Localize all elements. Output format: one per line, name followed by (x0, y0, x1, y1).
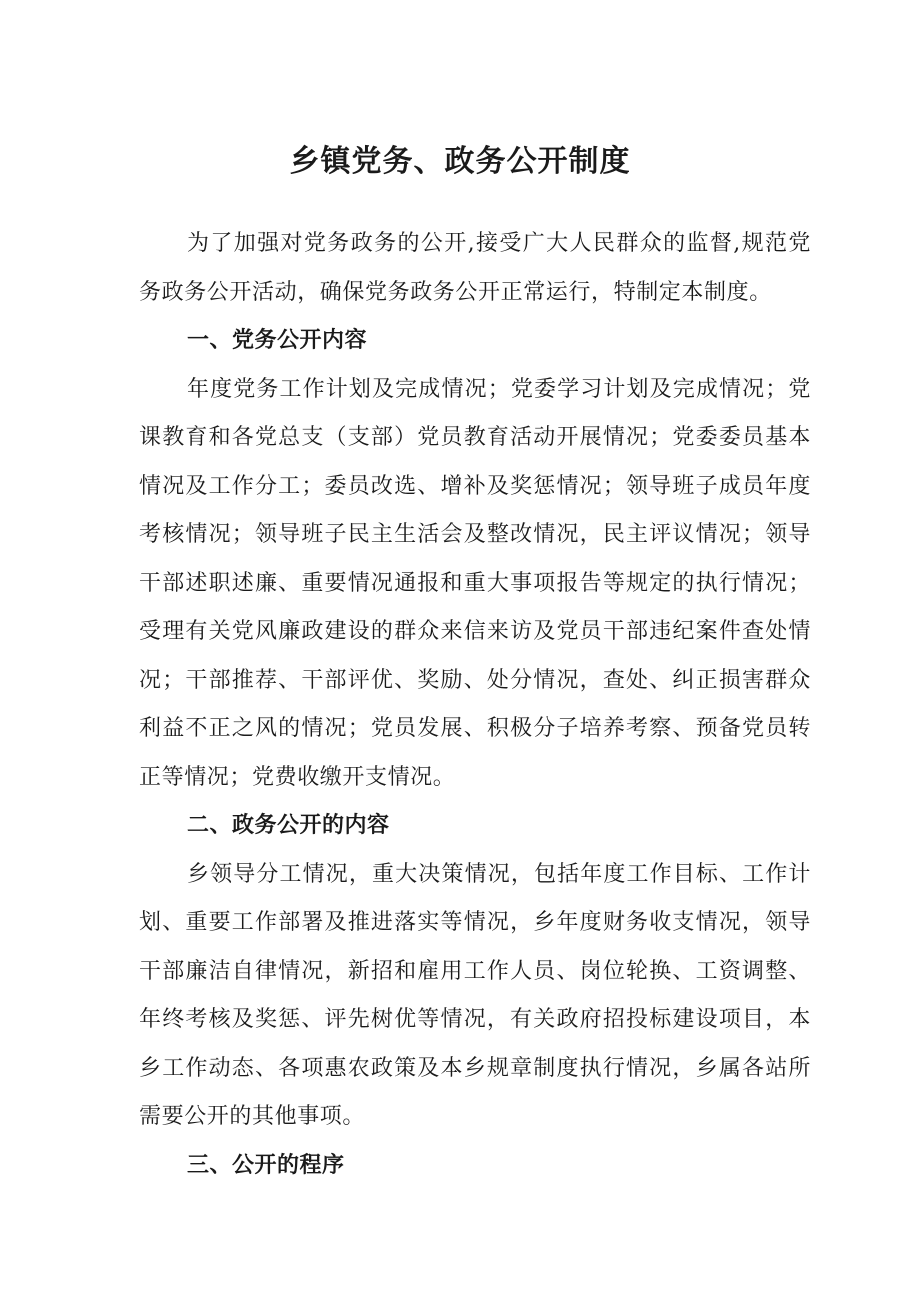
section-text-party-affairs: 年度党务工作计划及完成情况；党委学习计划及完成情况；党课教育和各党总支（支部）党员教育活动开展情况；党委委员基本情况及工作分工；委员改选、增补及奖惩情况；领导班子成员年度考核情况；领导班子民主生活会及整改情况，民主评议情况；领导干部述职述廉、重要情况通报和重大事项报告等规定的执行情况；受理有关党风廉政建设的群众来信来访及党员干部违纪案件查处情况；干部推荐、干部评优、奖励、处分情况，查处、纠正损害群众利益不正之风的情况；党员发展、积极分子培养考察、预备党员转正等情况；党费收缴开支情况。 (139, 376, 811, 790)
section-heading-party-affairs: 一、党务公开内容 (187, 328, 368, 353)
section-heading-government-affairs: 二、政务公开的内容 (187, 813, 390, 838)
document-body (139, 220, 811, 1190)
intro-paragraph: 为了加强对党务政务的公开,接受广大人民群众的监督,规范党务政务公开活动，确保党务政务公开正常运行，特制定本制度。 (139, 231, 811, 305)
section-heading-procedure: 三、公开的程序 (187, 1152, 345, 1178)
section-text-government-affairs: 乡领导分工情况，重大决策情况，包括年度工作目标、工作计划、重要工作部署及推进落实等情况，乡年度财务收支情况，领导干部廉洁自律情况，新招和雇用工作人员、岗位轮换、工资调整、年终考核及奖惩、评先树优等情况，有关政府招投标建设项目，本乡工作动态、各项惠农政策及本乡规章制度执行情况，乡属各站所需要公开的其他事项。 (139, 861, 811, 1129)
document-title: 乡镇党务、政务公开制度 (289, 144, 631, 179)
